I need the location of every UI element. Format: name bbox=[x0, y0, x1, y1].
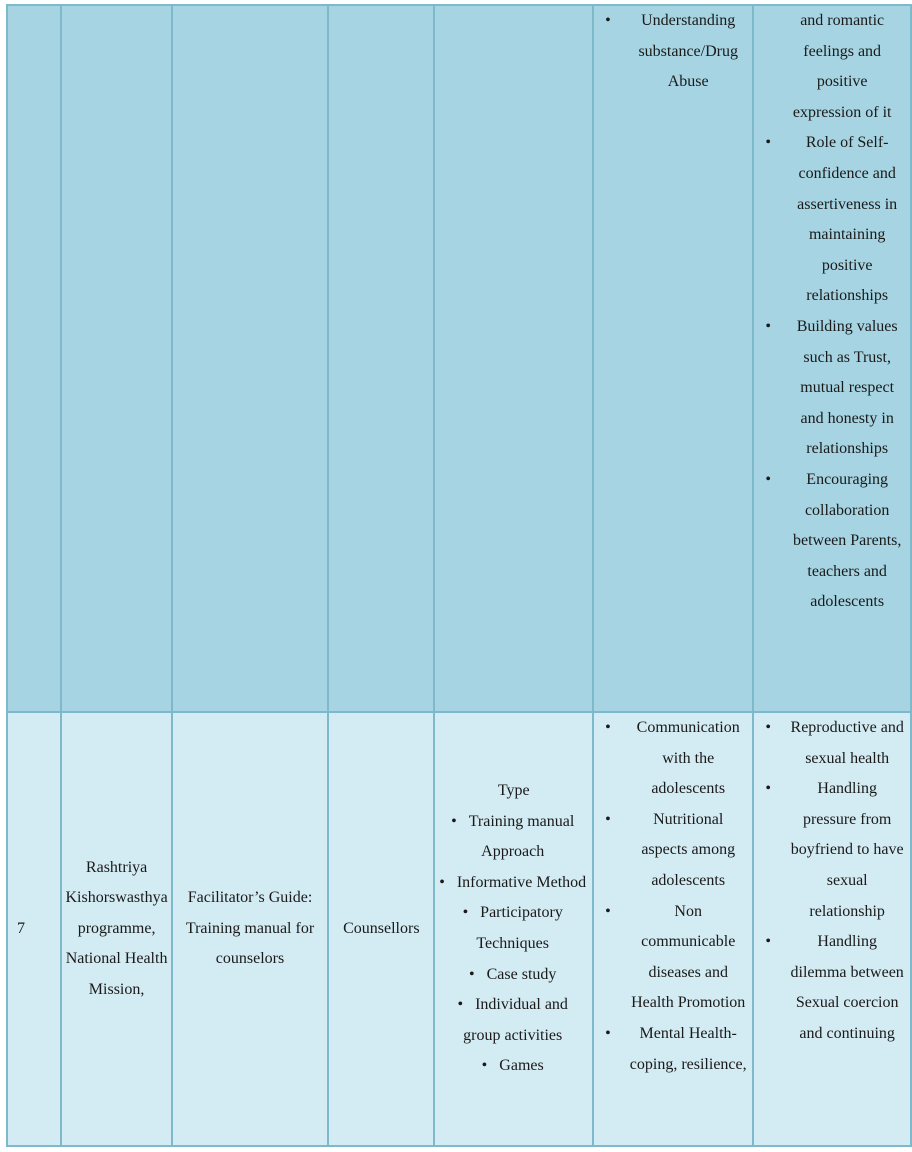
row-number: 7 bbox=[7, 712, 61, 1146]
list-item: • Building values such as Trust, mutual respect and honesty in relationships bbox=[757, 312, 907, 465]
target-audience: Counsellors bbox=[328, 712, 434, 1146]
list-item: • Individual and group activities bbox=[438, 990, 589, 1051]
list-item: • Participatory Techniques bbox=[438, 898, 589, 959]
table-row-7 bbox=[7, 712, 911, 1146]
outcomes-list bbox=[757, 128, 907, 618]
list-item: • Understanding substance/Drug Abuse bbox=[597, 6, 749, 98]
cell-topics bbox=[593, 712, 753, 1146]
list-item: • Non communicable diseases and Health Promotion bbox=[597, 897, 749, 1019]
list-item: • Training manual Approach bbox=[438, 807, 589, 868]
list-item: • Handling dilemma between Sexual coercion and continuing bbox=[757, 927, 907, 1049]
outcomes-list bbox=[757, 713, 907, 1050]
cell-outcomes bbox=[753, 5, 911, 712]
list-item: • Games bbox=[438, 1051, 589, 1082]
list-item: • Encouraging collaboration between Parents, teachers and adolescents bbox=[757, 465, 907, 618]
cell-number bbox=[7, 5, 61, 712]
cell-audience bbox=[328, 5, 434, 712]
list-item: • Nutritional aspects among adolescents bbox=[597, 805, 749, 897]
cell-topics bbox=[593, 5, 753, 712]
list-item: • Role of Self-confidence and assertiveness in maintaining positive relationships bbox=[757, 128, 907, 312]
organization-name: Rashtriya Kishorswasthya programme, National Health Mission, bbox=[61, 712, 171, 1146]
list-item: • Handling pressure from boyfriend to have sexual relationship bbox=[757, 774, 907, 927]
topics-list bbox=[597, 713, 749, 1080]
list-item: • Case study bbox=[438, 960, 589, 991]
list-item: • Informative Method bbox=[438, 868, 589, 899]
cell-organization bbox=[61, 5, 171, 712]
topics-list bbox=[597, 6, 749, 98]
cell-approach bbox=[434, 5, 593, 712]
resource-title: Facilitator’s Guide: Training manual for counselors bbox=[172, 712, 329, 1146]
type-list bbox=[438, 807, 589, 1082]
list-item: • Communication with the adolescents bbox=[597, 713, 749, 805]
cell-outcomes bbox=[753, 712, 911, 1146]
table-row-continued bbox=[7, 5, 911, 712]
list-item: • Mental Health- coping, resilience, bbox=[597, 1019, 749, 1080]
cell-approach bbox=[434, 712, 593, 1146]
resource-table bbox=[6, 4, 912, 1147]
outcome-continued-text: and romantic feelings and positive expression of it bbox=[792, 12, 892, 121]
cell-title bbox=[172, 5, 329, 712]
type-label: Type bbox=[497, 782, 530, 800]
list-item: • Reproductive and sexual health bbox=[757, 713, 907, 774]
